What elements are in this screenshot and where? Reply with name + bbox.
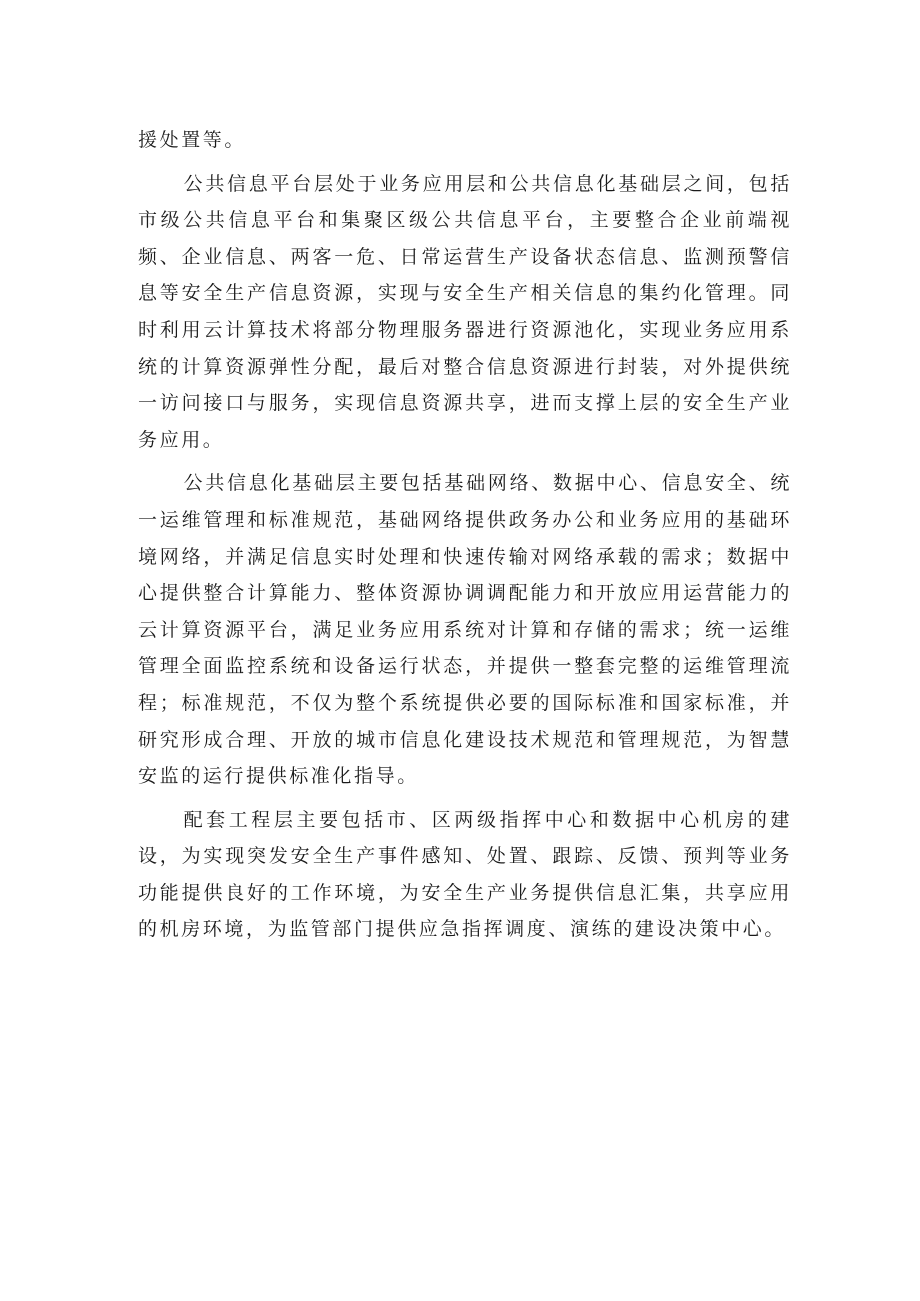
paragraph-public-info-platform: 公共信息平台层处于业务应用层和公共信息化基础层之间，包括市级公共信息平台和集聚区级公共信息平台，主要整合企业前端视频、企业信息、两客一危、日常运营生产设备状态信息、监测预警信息等安全生产信息资源，实现与安全生产相关信息的集约化管理。同时利用云计算技术将部分物理服务器进行资源池化，实现业务应用系统的计算资源弹性分配，最后对整合信息资源进行封装，对外提供统一访问接口与服务，实现信息资源共享，进而支撑上层的安全生产业务应用。 xyxy=(138,172,792,451)
paragraph-continuation: 援处置等。 xyxy=(138,129,247,151)
paragraph-infrastructure-layer: 公共信息化基础层主要包括基础网络、数据中心、信息安全、统一运维管理和标准规范，基础网络提供政务办公和业务应用的基础环境网络，并满足信息实时处理和快速传输对网络承载的需求；数据中心提供整合计算能力、整体资源协调调配能力和开放应用运营能力的云计算资源平台，满足业务应用系统对计算和存储的需求；统一运维管理全面监控系统和设备运行状态，并提供一整套完整的运维管理流程；标准规范，不仅为整个系统提供必要的国际标准和国家标准，并研究形成合理、开放的城市信息化建设技术规范和管理规范，为智慧安监的运行提供标准化指导。 xyxy=(138,472,792,788)
paragraph-supporting-engineering: 配套工程层主要包括市、区两级指挥中心和数据中心机房的建设，为实现突发安全生产事件感知、处置、跟踪、反馈、预判等业务功能提供良好的工作环境，为安全生产业务提供信息汇集，共享应用的机房环境，为监管部门提供应急指挥调度、演练的建设决策中心。 xyxy=(138,808,792,941)
document-body xyxy=(138,122,792,955)
